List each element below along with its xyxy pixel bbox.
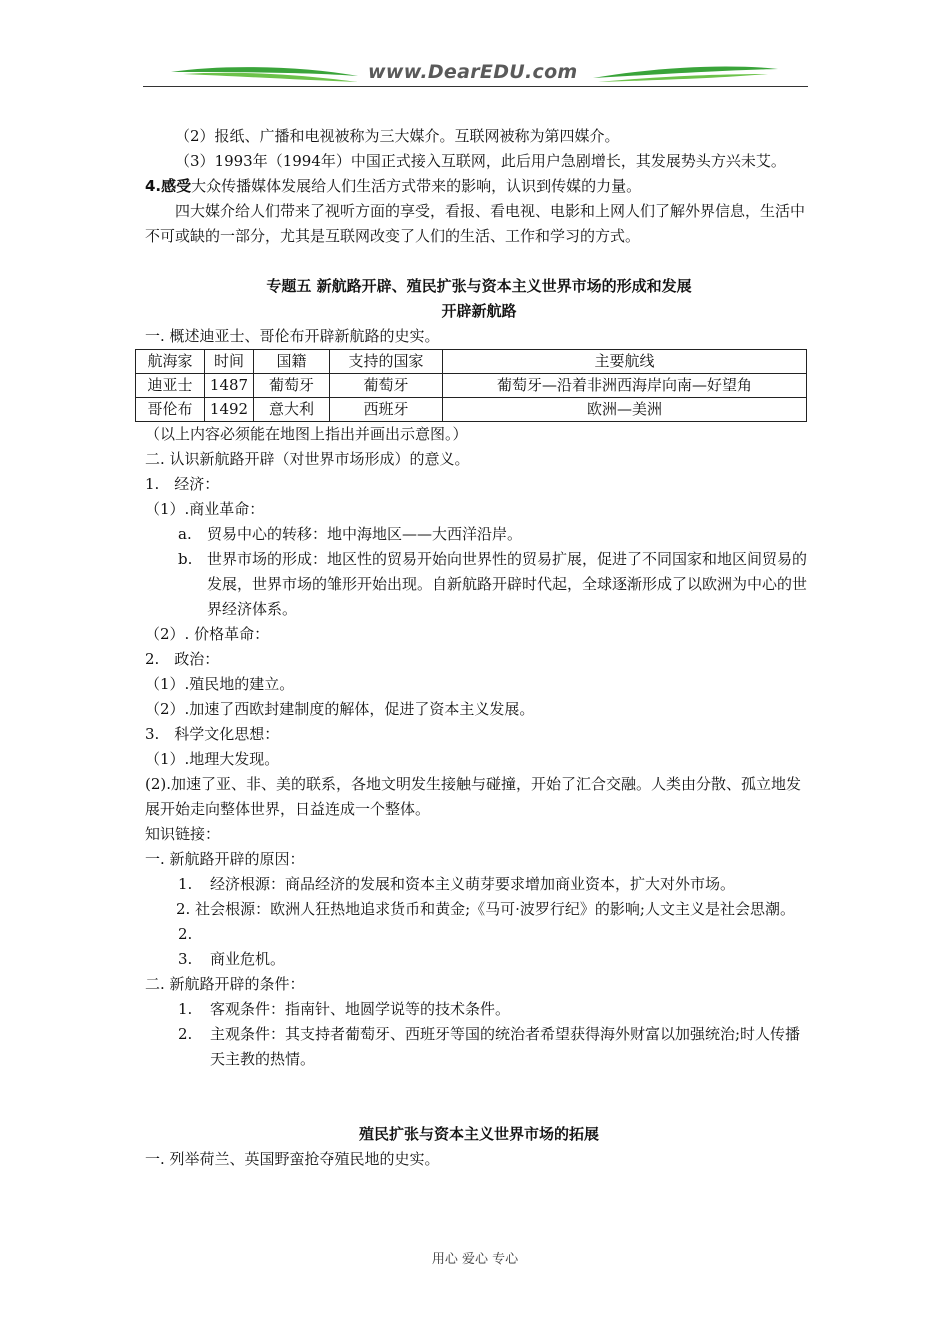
table-header-row [136, 350, 807, 374]
section-subtitle: 开辟新航路 [441, 302, 517, 320]
list-text: 世界市场的形成：地区性的贸易开始向世界性的贸易扩展，促进了不同国家和地区间贸易的发展，世界市场的雏形开始出现。自新航路开辟时代起，全球逐渐形成了以欧洲为中心的世界经济体系。 [207, 550, 808, 618]
intro-paragraph-3 [145, 174, 813, 199]
intro-point-4-label: 4.感受 [145, 177, 192, 195]
knowledge-link-label: 知识链接： [145, 825, 221, 843]
politics-item-2: （2）.加速了西欧封建制度的解体，促进了资本主义发展。 [145, 700, 535, 718]
table-cell: 哥伦布 [136, 398, 205, 422]
conditions-heading: 二. 新航路开辟的条件： [145, 975, 305, 993]
science-heading: 3. 科学文化思想： [145, 725, 280, 743]
science-item-2: (2).加速了亚、非、美的联系，各地文明发生接触与碰撞，开始了汇合交融。人类由分散、孤立地发展开始走向整体世界，日益连成一个整体。 [145, 775, 802, 818]
table-cell: 葡萄牙 [254, 374, 330, 398]
list-marker: 3. [178, 950, 193, 968]
list-text: 主观条件：其支持者葡萄牙、西班牙等国的统治者希望获得海外财富以加强统治;时人传播天主教的热情。 [210, 1025, 801, 1068]
table-cell: 1487 [205, 374, 254, 398]
colonial-section-title: 殖民扩张与资本主义世界市场的拓展 [358, 1125, 599, 1143]
page-header [143, 60, 808, 90]
economy-item-2: （2）. 价格革命： [145, 625, 270, 643]
table-header-cell: 主要航线 [443, 350, 807, 374]
intro-paragraph-4: 四大媒介给人们带来了视听方面的享受，看报、看电视、电影和上网人们了解外界信息，生活中不可或缺的一部分，尤其是互联网改变了人们的生活、工作和学习的方式。 [145, 202, 806, 245]
table-cell: 欧洲—美洲 [443, 398, 807, 422]
intro-paragraph-2: （3）1993年（1994年）中国正式接入互联网，此后用户急剧增长，其发展势头方兴未艾。 [175, 152, 786, 170]
list-marker: b. [178, 550, 193, 568]
document-body [145, 124, 813, 1172]
list-item [145, 522, 813, 547]
intro-point-4-text: 大众传播媒体发展给人们生活方式带来的影响，认识到传媒的力量。 [191, 177, 642, 195]
intro-paragraph-1: （2）报纸、广播和电视被称为三大媒介。互联网被称为第四媒介。 [175, 127, 620, 145]
navigators-table [135, 349, 807, 422]
list-marker: 2. [178, 925, 193, 943]
table-header-cell: 航海家 [136, 350, 205, 374]
table-header-cell: 时间 [205, 350, 254, 374]
colonial-question-1: 一. 列举荷兰、英国野蛮抢夺殖民地的史实。 [145, 1150, 440, 1168]
list-item [145, 922, 813, 947]
table-cell: 葡萄牙 [330, 374, 443, 398]
table-header-cell: 支持的国家 [330, 350, 443, 374]
header-rule [143, 86, 808, 87]
list-text: 商业危机。 [210, 950, 286, 968]
question-2: 二. 认识新航路开辟（对世界市场形成）的意义。 [145, 450, 470, 468]
list-item [145, 872, 813, 897]
science-item-1: （1）.地理大发现。 [145, 750, 280, 768]
list-text: 客观条件：指南针、地圆学说等的技术条件。 [210, 1000, 511, 1018]
table-cell: 迪亚士 [136, 374, 205, 398]
section-title: 专题五 新航路开辟、殖民扩张与资本主义世界市场的形成和发展 [266, 277, 692, 295]
list-text: 经济根源：商品经济的发展和资本主义萌芽要求增加商业资本，扩大对外市场。 [210, 875, 736, 893]
list-text: 贸易中心的转移：地中海地区——大西洋沿岸。 [207, 525, 523, 543]
politics-heading: 2. 政治： [145, 650, 220, 668]
list-marker: 1. [178, 1000, 193, 1018]
table-note: （以上内容必须能在地图上指出并画出示意图。） [145, 425, 468, 443]
table-row [136, 374, 807, 398]
causes-heading: 一. 新航路开辟的原因： [145, 850, 305, 868]
page-footer: 用心 爱心 专心 [431, 1252, 519, 1267]
list-item [145, 997, 813, 1022]
list-marker: 1. [178, 875, 193, 893]
list-item [145, 1022, 813, 1072]
header-logo: www.DearEDU.com [368, 61, 578, 83]
economy-item-1: （1）.商业革命： [145, 500, 265, 518]
question-1: 一. 概述迪亚士、哥伦布开辟新航路的史实。 [145, 327, 440, 345]
economy-heading: 1. 经济： [145, 475, 220, 493]
list-item [145, 547, 813, 622]
table-cell: 西班牙 [330, 398, 443, 422]
table-cell: 葡萄牙—沿着非洲西海岸向南—好望角 [443, 374, 807, 398]
table-cell: 意大利 [254, 398, 330, 422]
list-marker: 2. [178, 1025, 193, 1043]
table-cell: 1492 [205, 398, 254, 422]
table-header-cell: 国籍 [254, 350, 330, 374]
table-row [136, 398, 807, 422]
cause-2-paragraph: 2. 社会根源：欧洲人狂热地追求货币和黄金;《马可·波罗行纪》的影响;人文主义是社会思潮。 [176, 900, 795, 918]
list-marker: a. [178, 525, 192, 543]
politics-item-1: （1）.殖民地的建立。 [145, 675, 295, 693]
list-item [145, 947, 813, 972]
